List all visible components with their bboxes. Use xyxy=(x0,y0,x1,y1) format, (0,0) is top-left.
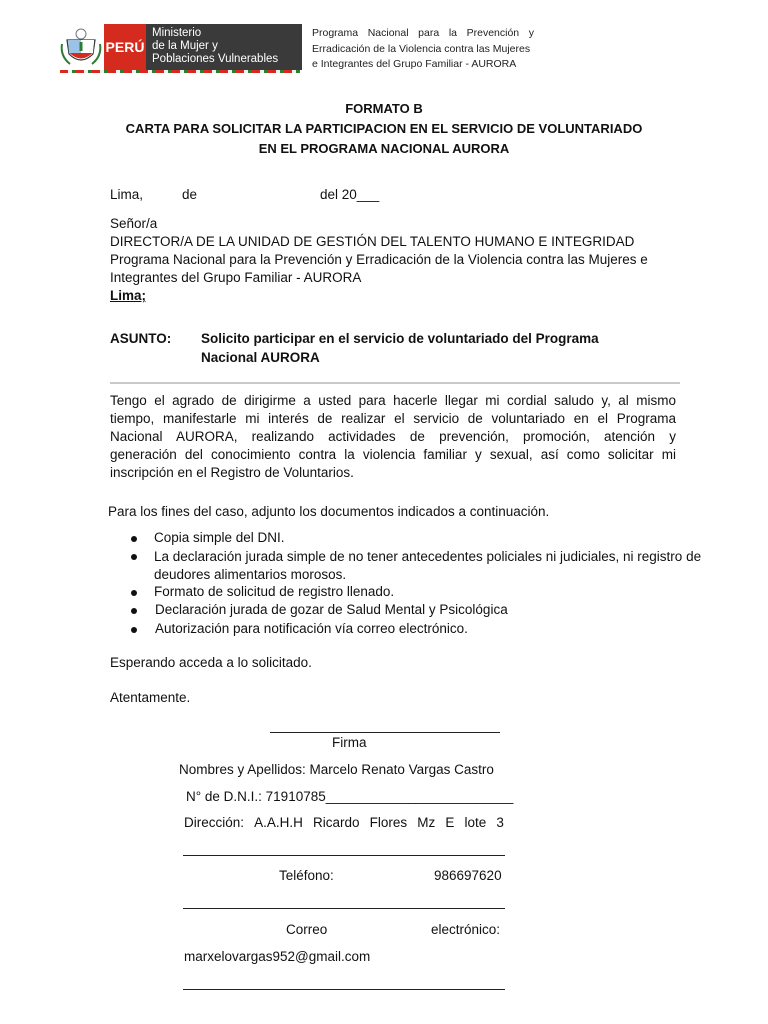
phone-value: 986697620 xyxy=(434,868,502,883)
signature-label: Firma xyxy=(332,735,367,750)
date-year: del 20___ xyxy=(320,187,380,202)
attachments-intro: Para los fines del caso, adjunto los documentos indicados a continuación. xyxy=(108,504,550,519)
subject-divider xyxy=(110,382,680,384)
phone-label: Teléfono: xyxy=(279,868,334,883)
bullet-icon xyxy=(131,590,137,596)
recipient-city: Lima; xyxy=(110,288,147,303)
recipient-line-1: DIRECTOR/A DE LA UNIDAD DE GESTIÓN DEL TALENTO HUMANO E INTEGRIDAD xyxy=(110,234,635,249)
country-label: PERÚ xyxy=(104,24,146,70)
attachment-item: Copia simple del DNI. xyxy=(154,530,285,545)
body-line-2: tiempo, manifestarle mi interés de realizar el servicio de voluntariado en el Programa xyxy=(110,411,676,426)
ministry-logo xyxy=(58,24,304,74)
salutation: Señor/a xyxy=(110,216,158,231)
signer-address: Dirección: A.A.H.H Ricardo Flores Mz E lote 3 xyxy=(184,815,504,830)
recipient-line-3: Integrantes del Grupo Familiar - AURORA xyxy=(110,270,362,285)
bullet-icon xyxy=(131,554,137,560)
date-city: Lima, xyxy=(110,187,144,202)
signer-dni: N° de D.N.I.: 71910785_________________________ xyxy=(186,789,514,804)
email-label-2: electrónico: xyxy=(431,922,501,937)
coat-of-arms-icon xyxy=(58,24,104,70)
document-title xyxy=(0,99,768,159)
body-line-1: Tengo el agrado de dirigirme a usted para hacerle llegar mi cordial saludo y, al mismo xyxy=(110,393,676,408)
bullet-icon xyxy=(131,608,137,614)
flag-strip xyxy=(60,70,300,73)
email-value: marxelovargas952@gmail.com xyxy=(184,949,371,964)
email-label-1: Correo xyxy=(286,922,328,937)
attachment-item: Autorización para notificación vía correo electrónico. xyxy=(155,621,468,636)
attachment-item: Declaración jurada de gozar de Salud Mental y Psicológica xyxy=(155,602,508,617)
ministry-name: Ministerio de la Mujer y Poblaciones Vulnerables xyxy=(146,24,302,70)
subject-line-1: Solicito participar en el servicio de voluntariado del Programa xyxy=(201,331,599,346)
closing-text: Esperando acceda a lo solicitado. xyxy=(110,655,312,670)
body-line-5: inscripción en el Registro de Voluntarios. xyxy=(110,465,354,480)
signer-name: Nombres y Apellidos: Marcelo Renato Vargas Castro xyxy=(179,762,494,777)
signature-line xyxy=(270,732,500,733)
body-line-4: generación del conocimiento contra la violencia familiar y sexual, así como solicitar mi xyxy=(110,447,676,462)
format-label: FORMATO B xyxy=(345,101,423,116)
bullet-icon xyxy=(131,536,137,542)
attachment-item: La declaración jurada simple de no tener antecedentes policiales ni judiciales, ni registro de xyxy=(154,549,702,564)
program-header: Programa Nacional para la Prevención y Erradicación de la Violencia contra las Mujeres e Integrantes del Grupo Familiar - AURORA xyxy=(312,27,534,70)
attachment-item: Formato de solicitud de registro llenado. xyxy=(154,584,395,599)
body-line-3: Nacional AURORA, realizando actividades de prevención, promoción, atención y xyxy=(110,429,676,444)
title-line-2: EN EL PROGRAMA NACIONAL AURORA xyxy=(258,141,510,156)
bullet-icon xyxy=(131,627,137,633)
subject-line-2: Nacional AURORA xyxy=(201,350,320,365)
phone-underline xyxy=(183,908,505,909)
title-line-1: CARTA PARA SOLICITAR LA PARTICIPACION EN EL SERVICIO DE VOLUNTARIADO xyxy=(125,121,643,136)
recipient-line-2: Programa Nacional para la Prevención y Erradicación de la Violencia contra las Mujeres e xyxy=(110,252,648,267)
subject-label: ASUNTO: xyxy=(110,331,172,346)
attachment-item-continued: deudores alimentarios morosos. xyxy=(154,567,347,582)
farewell-text: Atentamente. xyxy=(110,690,191,705)
email-underline xyxy=(183,989,505,990)
address-underline xyxy=(183,855,505,856)
date-de: de xyxy=(182,187,198,202)
